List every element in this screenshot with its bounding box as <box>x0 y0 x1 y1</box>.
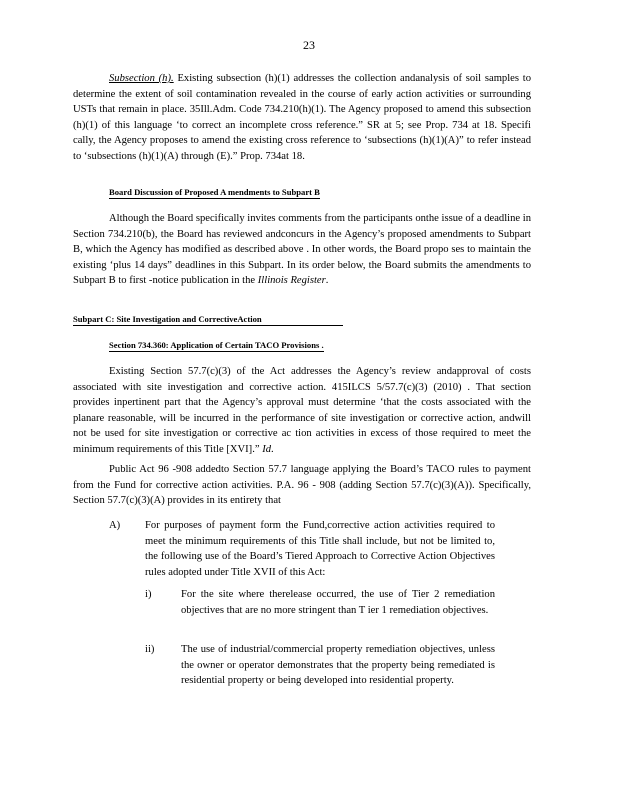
subpart-c-heading: Subpart C: Site Investigation and CorrectiveAction <box>73 314 343 326</box>
public-act-text: Public Act 96 -908 addedto Section 57.7 language applying the Board’s TACO rules to payment from the Fund for corrective action activities. P.A. 96 - 908 (adding Section 57.7(c)(3)(A)). Specifically, Section 57.7(c)(3)(A) provides in its entirety that <box>73 464 531 507</box>
board-discussion-paragraph: Although the Board specifically invites comments from the participants onthe issue of a deadline in Section 734.210(b), the Board has reviewed andconcurs in the Agency’s proposed amendments to Subpart B, which the Agency has modified as described above . In other words, the Board propo ses to maintain the existing ‘plus 14 days” deadlines in this Subpart. In its order below, the Board submits the amendments to Subpart B to first -notice publication in the Illinois Register. <box>73 213 531 287</box>
public-act-paragraph <box>73 462 531 509</box>
list-text-i: For the site where therelease occurred, the use of Tier 2 remediation objectives that are no more stringent than T ier 1 remediation objectives. <box>181 589 495 616</box>
id-citation: Id <box>262 443 272 455</box>
list-marker-a: A) <box>109 520 121 531</box>
list-item-i <box>0 587 618 635</box>
page-number: 23 <box>303 38 315 52</box>
list-item-ii <box>0 642 618 706</box>
list-marker-ii: ii) <box>145 644 155 655</box>
list-item-a <box>0 518 618 582</box>
board-discussion-heading: Board Discussion of Proposed A mendments to Subpart B <box>109 187 320 197</box>
illinois-register-ref: Illinois Register <box>257 275 326 287</box>
existing-section-text: Existing Section 57.7(c)(3) of the Act addresses the Agency’s review andapproval of costs associated with site investigation and corrective action. 415ILCS 5/57.7(c)(3) (2010) . That section provides inpertinent part that the Agency’s approval must determine ‘that the costs associated with the planare reasonable, will be incurred in the performance of site investigation or corrective action, andwill not be used for site investigation or corrective ac tion activities in excess of those required to meet the minimum requirements of this Title [XVI].” <box>73 366 531 455</box>
subsection-h-paragraph <box>73 71 531 165</box>
list-text-ii: The use of industrial/commercial property remediation objectives, unless the owner or operator demonstrates that the property being remediated is residential property or being developed into residential property. <box>181 644 495 687</box>
board-discussion-text: Although the Board specifically invites comments from the participants onthe issue of a deadline in Section 734.210(b), the Board has reviewed andconcurs in the Agency’s proposed amendments to Subpart B, which the Agency has modified as described above . In other words, the Board propo ses to maintain the existing ‘plus 14 days” deadlines in this Subpart. In its order below, the Board submits the amendments to Subpart B to first -notice publication in the <box>73 213 531 287</box>
section-734-360-heading: Section 734.360: Application of Certain TACO Provisions . <box>109 340 324 350</box>
list-text-a: For purposes of payment form the Fund,corrective action activities required to meet the minimum requirements of this Title shall include, but not be limited to, the following use of the Board’s Tiered Approach to Corrective Action Objectives rules adopted under Title XVII of this Act: <box>145 520 495 578</box>
list-marker-i: i) <box>145 589 152 600</box>
existing-section-paragraph: Existing Section 57.7(c)(3) of the Act addresses the Agency’s review andapproval of costs associated with site investigation and corrective action. 415ILCS 5/57.7(c)(3) (2010) . That section provides inpertinent part that the Agency’s approval must determine ‘that the costs associated with the planare reasonable, will be incurred in the performance of site investigation or corrective action, andwill not be used for site investigation or corrective ac tion activities in excess of those required to meet the minimum requirements of this Title [XVI].” Id. <box>73 366 531 455</box>
subsection-h-text: Existing subsection (h)(1) addresses the collection andanalysis of soil samples to determine the extent of soil contamination revealed in the course of early action activities or surrounding USTs that remain in place. 35Ill.Adm. Code 734.210(h)(1). The Agency proposed to amend this subsection (h)(1) of this language ‘to correct an incomplete cross reference.” SR at 5; see Prop. 734 at 18. Specifi cally, the Agency proposes to amend the existing cross reference to ‘subsections (h)(1)(A)” to refer instead to ‘subsections (h)(1)(A) through (E).” Prop. 734at 18. <box>73 73 531 162</box>
subsection-h-lead: Subsection (h). <box>109 73 174 84</box>
